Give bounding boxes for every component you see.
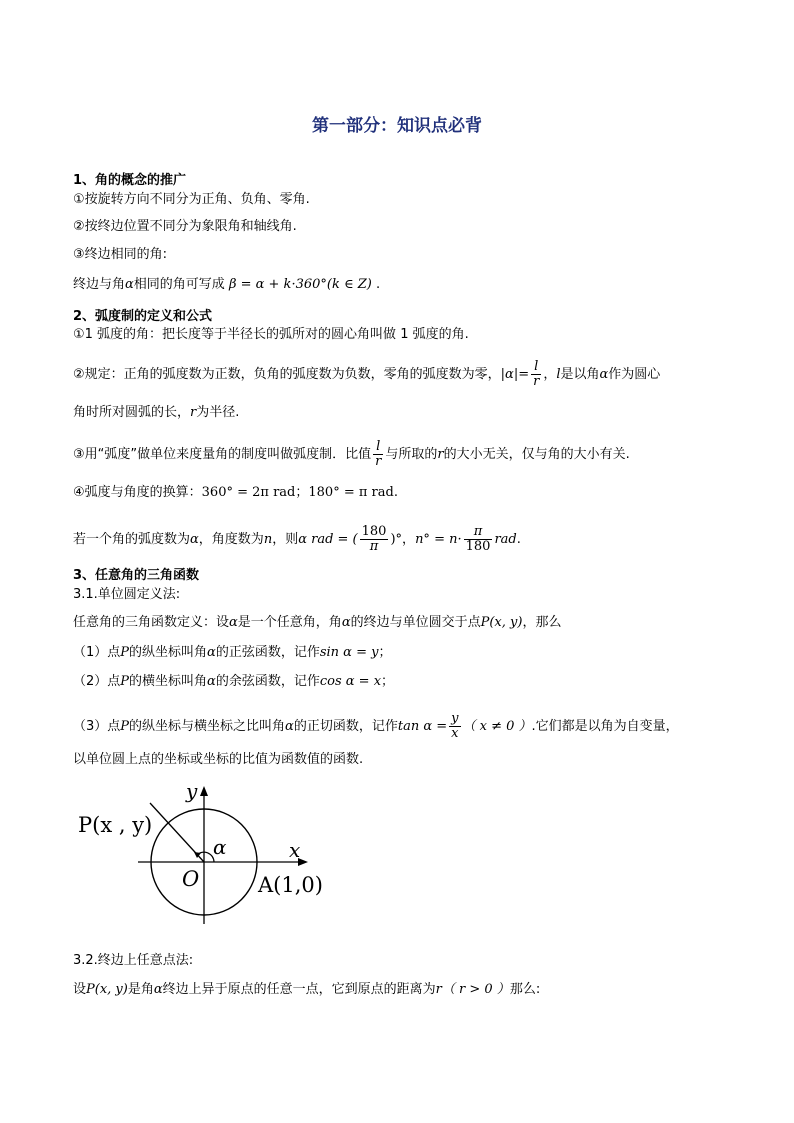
s3-line-3: [73, 673, 394, 691]
text: ，: [543, 367, 557, 382]
text: 的正切函数，记作: [293, 719, 398, 734]
text: 的纵坐标叫角: [129, 645, 208, 660]
text: ，角度数为: [198, 532, 264, 547]
alpha-symbol: α: [341, 615, 351, 630]
alpha-symbol: α: [125, 277, 134, 292]
text: 与所取的: [385, 447, 438, 462]
formula-360: 360° = 2π rad: [201, 485, 296, 500]
s3-line-6: [73, 981, 540, 999]
fraction-pi-over-180: [464, 525, 493, 554]
alpha-symbol: α: [207, 645, 216, 660]
text: 设: [73, 982, 87, 997]
numerator: y: [451, 711, 459, 726]
text: （3）点: [73, 719, 121, 734]
symbol-n: n: [263, 532, 273, 547]
s1-line-1: ①按旋转方向不同分为正角、负角、零角.: [73, 192, 310, 207]
section-1-heading: 1、角的概念的推广: [73, 173, 187, 188]
formula-deg-to-rad-b: rad: [494, 532, 517, 547]
numerator: 180: [361, 524, 387, 539]
denominator: 180: [465, 539, 491, 554]
unit-circle-figure: [70, 778, 350, 928]
formula-deg-to-rad-a: n° = n·: [415, 532, 462, 547]
point-p: P(x, y): [86, 982, 128, 997]
s2-line-1: ①1 弧度的角：把长度等于半径长的弧所对的圆心角叫做 1 弧度的角.: [73, 327, 469, 342]
fraction-l-over-r: [373, 440, 383, 469]
alpha-symbol: α: [229, 615, 238, 630]
label-alpha: α: [213, 835, 227, 859]
formula-sin: sin α = y: [319, 645, 379, 660]
formula-rad-to-deg-a: α rad = (: [298, 532, 358, 547]
denominator: π: [369, 539, 379, 554]
formula-coterminal: β = α + k·360°(k ∈ Z): [228, 277, 372, 292]
text: ②规定：正角的弧度数为正数，负角的弧度数为负数，零角的弧度数为零，: [73, 367, 501, 382]
alpha-symbol: α: [285, 719, 294, 734]
numerator: π: [464, 525, 493, 540]
formula-180: 180° = π rad: [308, 485, 394, 500]
condition-x-nonzero: （ x ≠ 0 ）: [462, 719, 532, 734]
symbol-r: r: [437, 447, 444, 462]
text: ；: [295, 485, 309, 500]
formula-tan: tan α =: [397, 719, 448, 734]
text: ，: [402, 532, 416, 547]
fraction-180-over-pi: [360, 525, 389, 554]
alpha-symbol: α: [190, 532, 199, 547]
label-a: A(1,0): [258, 873, 323, 897]
text: .: [516, 532, 521, 547]
alpha-symbol: α: [599, 367, 609, 382]
text: 的大小无关，仅与角的大小有关.: [443, 447, 630, 462]
symbol-l: l: [556, 367, 561, 382]
page-title: 第一部分：知识点必背: [312, 116, 482, 136]
condition-r-positive: （ r > 0 ）: [441, 982, 510, 997]
text: 是角: [127, 982, 154, 997]
denominator: r: [375, 454, 382, 469]
numerator: l: [373, 440, 383, 455]
text: 任意角的三角函数定义：设: [73, 615, 230, 630]
text: （2）点: [73, 674, 121, 689]
text: .: [393, 485, 398, 500]
text: 是一个任意角，角: [237, 615, 342, 630]
text: ，那么: [522, 615, 562, 630]
text: ，则: [272, 532, 299, 547]
s3-line-1: [73, 614, 561, 632]
label-y: y: [186, 779, 198, 803]
point-p: P: [120, 719, 130, 734]
fraction-l-over-r: [531, 360, 541, 389]
alpha-symbol: α: [153, 982, 163, 997]
text: 角时所对圆弧的长，: [73, 405, 191, 420]
formula-rad-to-deg-b: )°: [390, 532, 403, 547]
text: （1）点: [73, 645, 121, 660]
s1-line-4: [73, 276, 380, 294]
text: 终边上异于原点的任意一点，它到原点的距离为: [162, 982, 436, 997]
text: 终边与角: [73, 277, 126, 292]
s2-line-2: [73, 360, 660, 389]
text: ③用“弧度”做单位来度量角的制度叫做弧度制．比值: [73, 447, 372, 462]
s3-line-5: 以单位圆上点的坐标或坐标的比值为函数值的函数.: [73, 752, 364, 767]
s3-line-4: [73, 712, 679, 741]
text: 那么:: [509, 982, 541, 997]
fraction-y-over-x: [449, 712, 460, 741]
text: 的纵坐标与横坐标之比叫角: [129, 719, 286, 734]
text: 作为圆心: [608, 367, 661, 382]
section-3-heading: 3、任意角的三角函数: [73, 568, 200, 583]
symbol-r: r: [190, 405, 197, 420]
s3-subheading-1: 3.1.单位圆定义法:: [73, 587, 181, 602]
y-axis-arrow-icon: [200, 786, 208, 796]
numerator: l: [531, 360, 541, 375]
formula-cos: cos α = x: [319, 674, 382, 689]
s2-line-3: [73, 404, 239, 422]
denominator: x: [451, 726, 459, 741]
text: 是以角: [560, 367, 600, 382]
label-x: x: [289, 838, 301, 862]
denominator: r: [533, 374, 540, 389]
text: 若一个角的弧度数为: [73, 532, 191, 547]
point-p: P: [120, 674, 130, 689]
s3-line-2: [73, 644, 391, 662]
symbol-r: r: [435, 982, 442, 997]
point-p: P(x, y): [480, 615, 523, 630]
s1-line-3: ③终边相同的角:: [73, 247, 168, 262]
abs-alpha: |α|=: [500, 367, 530, 382]
text: 的余弦函数，记作: [215, 674, 320, 689]
section-2-heading: 2、弧度制的定义和公式: [73, 309, 213, 324]
text: ；: [381, 674, 395, 689]
alpha-symbol: α: [207, 674, 216, 689]
label-p: P(x , y): [78, 813, 153, 837]
s1-line-2: ②按终边位置不同分为象限角和轴线角.: [73, 219, 297, 234]
s2-line-4: [73, 440, 630, 469]
text: .: [375, 277, 381, 292]
text: 的横坐标叫角: [129, 674, 208, 689]
s2-line-6: [73, 525, 521, 554]
text: 的正弦函数，记作: [215, 645, 320, 660]
text: .它们都是以角为自变量，: [531, 719, 679, 734]
text: ；: [378, 645, 392, 660]
s2-line-5: [73, 484, 398, 502]
point-p: P: [120, 645, 130, 660]
text: 为半径.: [196, 405, 240, 420]
s3-subheading-2: 3.2.终边上任意点法:: [73, 953, 194, 968]
text: 的终边与单位圆交于点: [350, 615, 481, 630]
text: 相同的角可写成: [133, 277, 225, 292]
text: ④弧度与角度的换算：: [73, 485, 202, 500]
label-origin: O: [182, 867, 200, 891]
